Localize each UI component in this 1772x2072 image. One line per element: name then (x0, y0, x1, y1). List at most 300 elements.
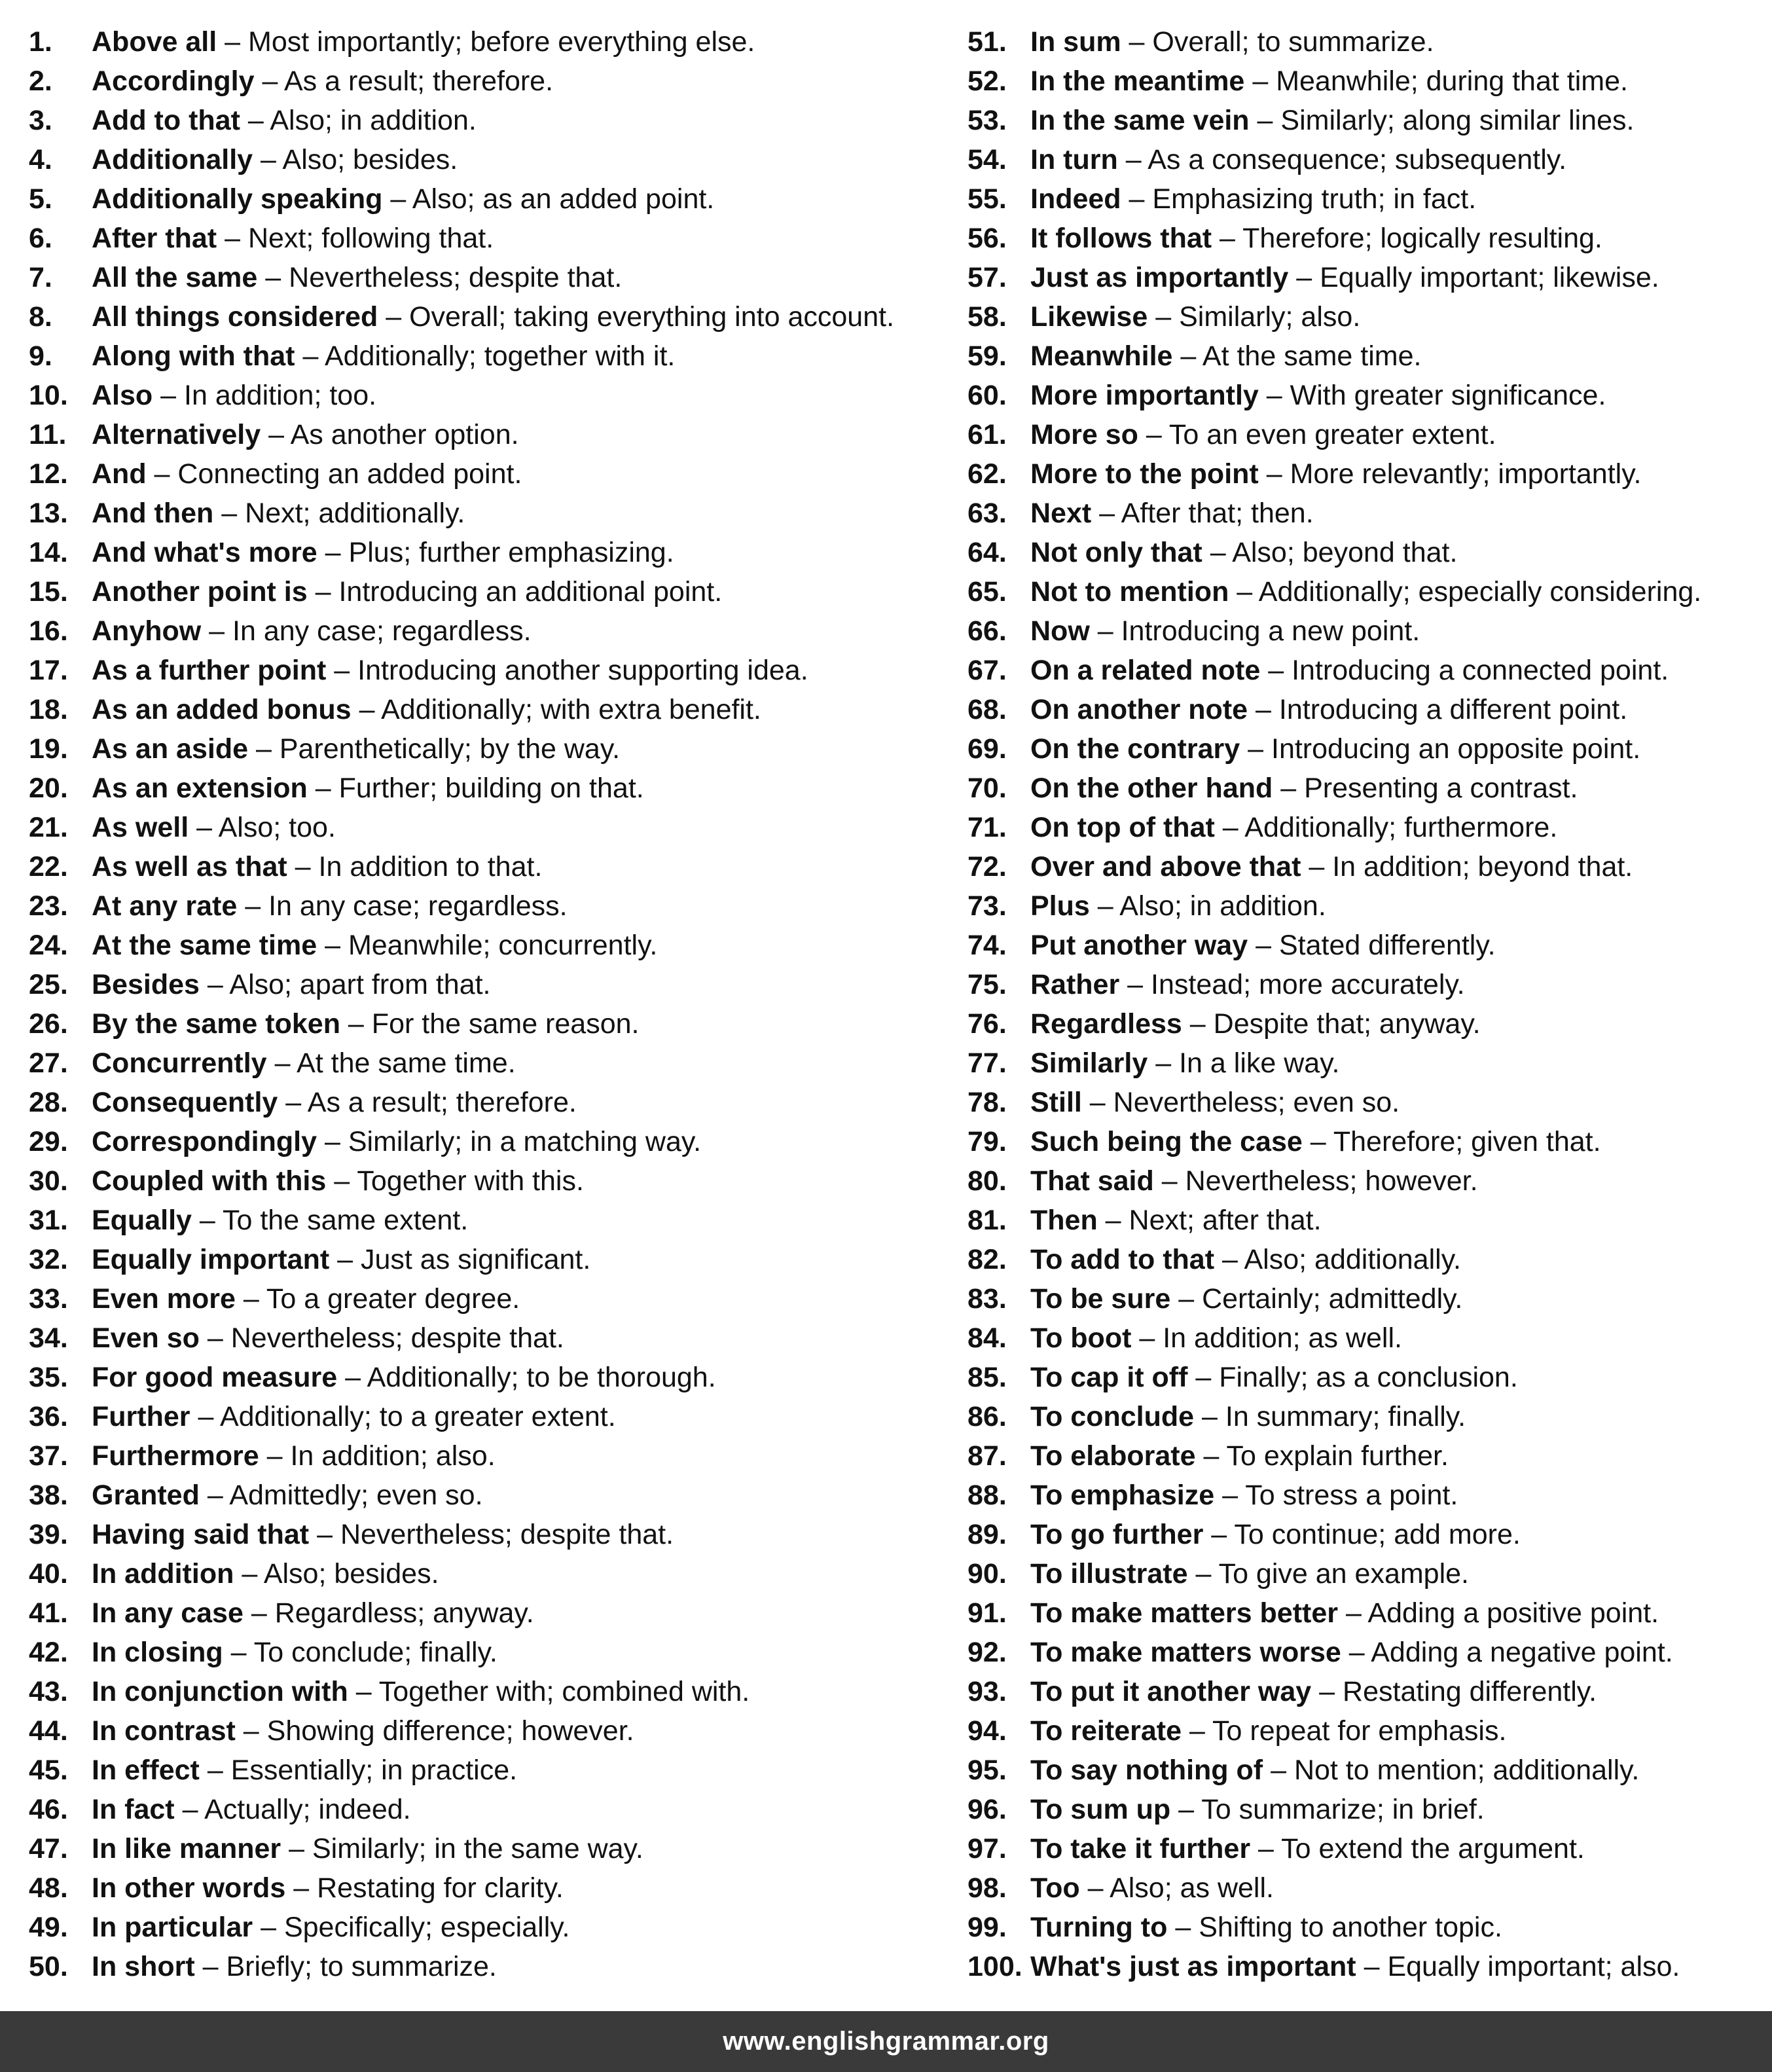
item-separator: – (348, 1008, 364, 1040)
footer-website[interactable]: www.englishgrammar.org (723, 2027, 1049, 2056)
item-term: To take it further (1030, 1833, 1251, 1864)
list-item (967, 1240, 1760, 1279)
item-term: On another note (1030, 694, 1248, 725)
item-term: Meanwhile (1030, 340, 1173, 372)
list-item (29, 1947, 932, 1986)
item-text (1030, 1829, 1585, 1868)
item-text (92, 1161, 584, 1201)
item-term: And (92, 458, 147, 490)
item-separator: – (268, 419, 284, 450)
item-number: 98. (967, 1872, 1007, 1904)
item-definition: Additionally; to be thorough. (367, 1362, 716, 1393)
list-item (967, 847, 1760, 886)
item-number: 75. (967, 969, 1007, 1000)
item-definition: Introducing a new point. (1121, 615, 1420, 647)
item-definition: More relevantly; importantly. (1290, 458, 1642, 490)
item-separator: – (359, 694, 375, 725)
item-term: In the same vein (1030, 105, 1250, 136)
item-definition: Adding a negative point. (1371, 1637, 1673, 1668)
item-definition: In any case; regardless. (268, 890, 568, 922)
item-text (1030, 1554, 1469, 1593)
item-number: 33. (29, 1283, 68, 1315)
item-term: To conclude (1030, 1401, 1195, 1432)
item-number: 65. (967, 576, 1007, 608)
item-definition: Also; as an added point. (412, 183, 715, 215)
item-term: Anyhow (92, 615, 202, 647)
left-column (29, 22, 932, 1986)
item-definition: Similarly; in the same way. (312, 1833, 643, 1864)
list-item (967, 1554, 1760, 1593)
list-item (967, 62, 1760, 101)
item-definition: Emphasizing truth; in fact. (1152, 183, 1477, 215)
item-number: 55. (967, 183, 1007, 215)
list-item (29, 297, 932, 336)
footer-bar (0, 2011, 1772, 2072)
item-text (92, 62, 553, 101)
list-item (967, 494, 1760, 533)
item-separator: – (274, 1047, 291, 1079)
list-item (967, 1318, 1760, 1358)
item-number: 72. (967, 851, 1007, 882)
list-item (967, 376, 1760, 415)
item-text (1030, 454, 1641, 494)
item-text (1030, 533, 1457, 572)
item-separator: – (325, 537, 341, 568)
item-number: 92. (967, 1637, 1007, 1668)
item-separator: – (1256, 930, 1271, 961)
item-text (92, 101, 477, 140)
list-item (29, 1397, 932, 1436)
item-number: 39. (29, 1519, 68, 1550)
item-text (92, 572, 722, 611)
list-item (29, 651, 932, 690)
item-separator: – (334, 1165, 350, 1197)
item-text (92, 926, 657, 965)
item-number: 35. (29, 1362, 68, 1393)
list-item (29, 1633, 932, 1672)
item-definition: To conclude; finally. (253, 1637, 497, 1668)
item-term: Besides (92, 969, 200, 1000)
item-term: Not only that (1030, 537, 1202, 568)
item-definition: Restating differently. (1343, 1676, 1597, 1707)
item-definition: To give an example. (1218, 1558, 1470, 1590)
item-number: 37. (29, 1440, 68, 1472)
item-text (92, 22, 755, 62)
item-number: 57. (967, 262, 1007, 293)
item-definition: Parenthetically; by the way. (279, 733, 621, 765)
item-definition: Also; beyond that. (1232, 537, 1458, 568)
item-text (1030, 179, 1476, 219)
item-definition: Next; additionally. (245, 498, 465, 529)
item-number: 88. (967, 1480, 1007, 1511)
item-number: 62. (967, 458, 1007, 490)
item-term: On the other hand (1030, 772, 1273, 804)
item-definition: Nevertheless; despite that. (230, 1322, 564, 1354)
item-number: 8. (29, 301, 52, 333)
item-term: To add to that (1030, 1244, 1215, 1275)
item-definition: Additionally; to a greater extent. (219, 1401, 616, 1432)
item-term: In sum (1030, 26, 1121, 58)
item-separator: – (325, 930, 340, 961)
item-definition: Introducing another supporting idea. (357, 655, 808, 686)
item-text (92, 808, 336, 847)
item-number: 4. (29, 144, 52, 175)
item-term: Concurrently (92, 1047, 267, 1079)
item-separator: – (160, 380, 177, 411)
item-separator: – (1266, 380, 1282, 411)
item-number: 89. (967, 1519, 1007, 1550)
item-term: Coupled with this (92, 1165, 327, 1197)
item-definition: Instead; more accurately. (1151, 969, 1465, 1000)
list-item (967, 22, 1760, 62)
item-term: On top of that (1030, 812, 1215, 843)
list-item (967, 729, 1760, 769)
item-number: 27. (29, 1047, 68, 1079)
list-item (967, 140, 1760, 179)
item-definition: Meanwhile; concurrently. (348, 930, 658, 961)
item-term: Such being the case (1030, 1126, 1303, 1157)
item-term: In particular (92, 1912, 253, 1943)
item-definition: Briefly; to summarize. (226, 1951, 497, 1982)
item-text (92, 886, 568, 926)
list-item (29, 611, 932, 651)
list-item (29, 847, 932, 886)
item-text (1030, 1358, 1518, 1397)
item-text (1030, 1318, 1402, 1358)
list-item (967, 1868, 1760, 1908)
item-definition: To the same extent. (222, 1205, 469, 1236)
item-definition: Just as significant. (360, 1244, 591, 1275)
item-separator: – (1319, 1676, 1335, 1707)
list-item (967, 297, 1760, 336)
item-separator: – (1139, 1322, 1155, 1354)
item-term: To emphasize (1030, 1480, 1215, 1511)
list-item (29, 926, 932, 965)
item-separator: – (1180, 340, 1197, 372)
item-text (92, 690, 761, 729)
item-term: Then (1030, 1205, 1098, 1236)
item-text (92, 415, 519, 454)
item-number: 63. (967, 498, 1007, 529)
item-separator: – (209, 615, 225, 647)
item-number: 24. (29, 930, 68, 961)
item-text (1030, 1436, 1449, 1476)
list-item (967, 1515, 1760, 1554)
item-text (1030, 258, 1659, 297)
item-text (92, 1201, 468, 1240)
list-item (967, 651, 1760, 690)
list-item (967, 258, 1760, 297)
item-number: 7. (29, 262, 52, 293)
item-definition: In addition; beyond that. (1332, 851, 1633, 882)
item-number: 19. (29, 733, 68, 765)
item-term: Correspondingly (92, 1126, 317, 1157)
item-term: As well (92, 812, 189, 843)
item-term: Equally important (92, 1244, 330, 1275)
item-definition: Showing difference; however. (266, 1715, 634, 1747)
list-item (29, 1515, 932, 1554)
list-item (967, 1593, 1760, 1633)
item-term: To illustrate (1030, 1558, 1188, 1590)
item-definition: Additionally; with extra benefit. (381, 694, 761, 725)
item-definition: Also; as well. (1110, 1872, 1274, 1904)
list-item (29, 179, 932, 219)
item-definition: Similarly; also. (1179, 301, 1361, 333)
item-definition: To extend the argument. (1281, 1833, 1585, 1864)
item-term: In contrast (92, 1715, 236, 1747)
item-separator: – (1220, 223, 1235, 254)
item-text (1030, 847, 1633, 886)
item-term: Regardless (1030, 1008, 1182, 1040)
list-item (967, 1790, 1760, 1829)
item-definition: Nevertheless; despite that. (340, 1519, 674, 1550)
item-definition: To a greater degree. (266, 1283, 520, 1315)
item-term: Alternatively (92, 419, 261, 450)
item-definition: Similarly; in a matching way. (348, 1126, 702, 1157)
item-term: Further (92, 1401, 190, 1432)
list-item (967, 690, 1760, 729)
item-term: As an aside (92, 733, 248, 765)
item-definition: At the same time. (1202, 340, 1422, 372)
item-term: In turn (1030, 144, 1118, 175)
item-text (92, 965, 491, 1004)
item-term: In any case (92, 1597, 244, 1629)
item-number: 18. (29, 694, 68, 725)
item-definition: Also; besides. (282, 144, 458, 175)
item-text (1030, 690, 1627, 729)
item-text (92, 454, 522, 494)
item-number: 78. (967, 1087, 1007, 1118)
item-separator: – (386, 301, 402, 333)
item-definition: As a consequence; subsequently. (1148, 144, 1567, 175)
item-definition: In addition to that. (318, 851, 543, 882)
list-item (29, 1790, 932, 1829)
item-definition: Further; building on that. (338, 772, 644, 804)
item-term: Also (92, 380, 153, 411)
item-definition: Nevertheless; despite that. (289, 262, 623, 293)
item-definition: Restating for clarity. (317, 1872, 564, 1904)
item-separator: – (1252, 65, 1269, 97)
item-text (92, 611, 532, 651)
item-definition: Together with this. (357, 1165, 584, 1197)
item-text (92, 1044, 516, 1083)
list-item (967, 179, 1760, 219)
item-number: 60. (967, 380, 1007, 411)
item-separator: – (1195, 1362, 1212, 1393)
item-term: Now (1030, 615, 1090, 647)
item-term: It follows that (1030, 223, 1212, 254)
item-definition: Essentially; in practice. (230, 1754, 518, 1786)
item-definition: Also; additionally. (1244, 1244, 1461, 1275)
item-separator: – (293, 1872, 310, 1904)
list-item (967, 1476, 1760, 1515)
item-term: Just as importantly (1030, 262, 1289, 293)
item-definition: In any case; regardless. (232, 615, 532, 647)
item-term: In closing (92, 1637, 223, 1668)
item-term: To go further (1030, 1519, 1204, 1550)
item-term: Having said that (92, 1519, 310, 1550)
item-definition: As another option. (290, 419, 519, 450)
item-definition: Certainly; admittedly. (1202, 1283, 1463, 1315)
item-number: 31. (29, 1205, 68, 1236)
item-separator: – (1296, 262, 1312, 293)
item-text (1030, 62, 1628, 101)
item-separator: – (245, 890, 261, 922)
item-separator: – (255, 733, 272, 765)
item-separator: – (1348, 1637, 1365, 1668)
item-definition: Next; after that. (1129, 1205, 1322, 1236)
item-term: Even so (92, 1322, 200, 1354)
item-term: In other words (92, 1872, 286, 1904)
item-text (92, 1004, 640, 1044)
list-item (967, 454, 1760, 494)
item-definition: To stress a point. (1245, 1480, 1458, 1511)
item-term: Similarly (1030, 1047, 1148, 1079)
item-separator: – (1178, 1283, 1195, 1315)
item-term: On a related note (1030, 655, 1261, 686)
item-text (1030, 1908, 1502, 1947)
item-text (1030, 1004, 1481, 1044)
item-definition: After that; then. (1121, 498, 1314, 529)
item-separator: – (1210, 537, 1226, 568)
item-separator: – (1175, 1912, 1191, 1943)
item-definition: Equally important; also. (1387, 1951, 1680, 1982)
item-term: To say nothing of (1030, 1754, 1263, 1786)
item-separator: – (1310, 1126, 1326, 1157)
item-definition: Nevertheless; even so. (1113, 1087, 1400, 1118)
item-text (1030, 22, 1434, 62)
item-definition: Also; apart from that. (229, 969, 491, 1000)
item-text (1030, 651, 1669, 690)
item-definition: Equally important; likewise. (1320, 262, 1659, 293)
item-text (92, 1240, 590, 1279)
list-item (967, 611, 1760, 651)
item-term: Still (1030, 1087, 1082, 1118)
item-definition: Despite that; anyway. (1213, 1008, 1481, 1040)
item-separator: – (262, 65, 278, 97)
item-number: 93. (967, 1676, 1007, 1707)
list-item (29, 1711, 932, 1751)
list-item (29, 1240, 932, 1279)
list-item (967, 808, 1760, 847)
item-separator: – (337, 1244, 353, 1275)
item-term: At the same time (92, 930, 317, 961)
item-term: All things considered (92, 301, 378, 333)
item-separator: – (207, 1322, 223, 1354)
item-number: 17. (29, 655, 68, 686)
item-text (92, 297, 894, 336)
item-number: 64. (967, 537, 1007, 568)
item-term: Too (1030, 1872, 1080, 1904)
item-term: Accordingly (92, 65, 255, 97)
item-definition: Meanwhile; during that time. (1276, 65, 1628, 97)
item-term: Put another way (1030, 930, 1248, 961)
item-definition: To continue; add more. (1234, 1519, 1521, 1550)
item-definition: Most importantly; before everything else. (248, 26, 755, 58)
list-item (29, 729, 932, 769)
item-number: 91. (967, 1597, 1007, 1629)
item-term: On the contrary (1030, 733, 1240, 765)
item-number: 42. (29, 1637, 68, 1668)
item-text (92, 494, 465, 533)
item-number: 11. (29, 419, 67, 450)
list-item (967, 219, 1760, 258)
item-number: 74. (967, 930, 1007, 961)
item-separator: – (1161, 1165, 1178, 1197)
item-text (92, 258, 622, 297)
item-number: 36. (29, 1401, 68, 1432)
list-item (29, 1672, 932, 1711)
list-item (29, 1593, 932, 1633)
item-definition: With greater significance. (1290, 380, 1606, 411)
item-term: As an extension (92, 772, 308, 804)
item-text (92, 1083, 577, 1122)
item-term: To make matters worse (1030, 1637, 1341, 1668)
list-item (967, 1672, 1760, 1711)
item-number: 56. (967, 223, 1007, 254)
item-text (1030, 336, 1421, 376)
item-definition: Additionally; furthermore. (1244, 812, 1558, 843)
item-definition: Nevertheless; however. (1185, 1165, 1478, 1197)
item-number: 2. (29, 65, 52, 97)
item-number: 6. (29, 223, 52, 254)
item-term: And what's more (92, 537, 317, 568)
item-text (92, 1829, 643, 1868)
item-text (92, 651, 808, 690)
item-term: All the same (92, 262, 258, 293)
item-separator: – (1268, 655, 1284, 686)
item-number: 100. (967, 1951, 1022, 1982)
list-item (29, 22, 932, 62)
item-text (1030, 1476, 1458, 1515)
list-item (967, 415, 1760, 454)
item-text (1030, 297, 1360, 336)
list-item (967, 886, 1760, 926)
item-separator: – (1097, 890, 1113, 922)
item-separator: – (247, 105, 264, 136)
item-text (92, 1711, 634, 1751)
item-term: At any rate (92, 890, 238, 922)
item-separator: – (1248, 733, 1264, 765)
item-number: 38. (29, 1480, 68, 1511)
list-item (29, 1083, 932, 1122)
item-number: 29. (29, 1126, 68, 1157)
list-item (967, 1633, 1760, 1672)
item-separator: – (1266, 458, 1282, 490)
item-text (1030, 1122, 1601, 1161)
item-text (1030, 219, 1602, 258)
item-term: Rather (1030, 969, 1120, 1000)
item-number: 32. (29, 1244, 68, 1275)
list-item (29, 494, 932, 533)
item-separator: – (1256, 694, 1271, 725)
item-number: 81. (967, 1205, 1007, 1236)
item-term: To reiterate (1030, 1715, 1182, 1747)
item-text (1030, 729, 1640, 769)
list-item (29, 1476, 932, 1515)
item-definition: For the same reason. (371, 1008, 640, 1040)
item-number: 54. (967, 144, 1007, 175)
item-number: 48. (29, 1872, 68, 1904)
item-number: 34. (29, 1322, 68, 1354)
item-separator: – (1222, 812, 1239, 843)
item-separator: – (302, 340, 319, 372)
item-term: As well as that (92, 851, 287, 882)
item-text (92, 1593, 534, 1633)
item-text (1030, 415, 1496, 454)
item-term: To be sure (1030, 1283, 1171, 1315)
list-item (967, 533, 1760, 572)
